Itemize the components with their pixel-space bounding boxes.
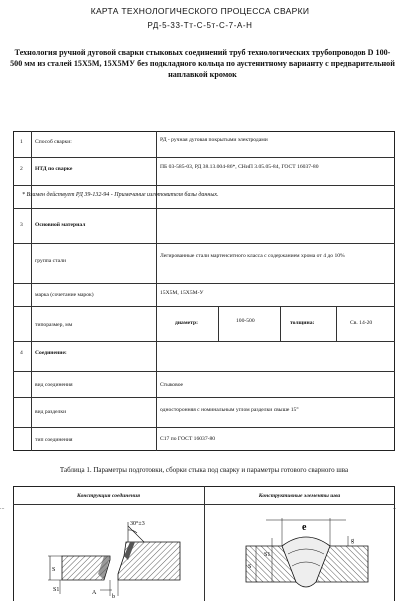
size-divider	[336, 306, 337, 341]
thickness-s-label: S	[248, 564, 252, 570]
groove-type-value: односторонняя с номинальным углом разделки свыше 15°	[160, 407, 299, 413]
groove-angle-label: 30°±3	[130, 521, 145, 527]
num-column-divider	[31, 131, 32, 451]
steel-group-value: Легированные стали мартенситного класса с содержанием хрома от 4 до 10%	[160, 253, 345, 259]
ntd-value: ПБ 03-585-03, РД 38.13.004-86*, СНиП 3.05.05-84, ГОСТ 16037-80	[160, 164, 319, 170]
table1-col2-header: Конструктивные элементы шва	[258, 493, 341, 499]
gap-b-label: b	[112, 594, 115, 600]
welding-method-value: РД - ручная дуговая покрытыми электродами	[160, 137, 268, 143]
joint-label: Соединение:	[35, 350, 67, 356]
right-plate	[118, 542, 180, 580]
card-code: РД-5-33-Тт-С-5т-С-7-А-Н	[147, 21, 253, 30]
row-divider	[13, 371, 395, 372]
document-title: Технология ручной дуговой сварки стыковых соединений труб технологических трубопроводов D 100-500 мм из сталей 15Х5М, 15Х5МУ без подкладного кольца по аустенитному варианту с предварительной наплавкой кромок	[10, 48, 395, 79]
row-divider	[13, 397, 395, 398]
joint-code-label: тип соединения	[35, 437, 73, 443]
size-divider	[218, 306, 219, 341]
replacement-note: * Взамен действует РД 39-132-94 - Примечание изготовителя базы данных.	[22, 192, 219, 198]
parameters-table	[13, 131, 395, 451]
steel-group-label: группа стали	[35, 258, 66, 264]
joint-type-label: вид соединения	[35, 382, 73, 388]
dim-a-label: A	[92, 590, 97, 596]
reinforcement-g-label: g	[351, 538, 354, 544]
row-divider	[13, 283, 395, 284]
diameter-label: диаметр:	[175, 320, 198, 326]
margin-dots: ..	[393, 505, 396, 511]
steel-grade-label: марка (сочетание марок)	[35, 292, 94, 298]
row-divider	[13, 185, 395, 186]
table1-header-divider	[13, 504, 395, 505]
ntd-label: НТД по сварке	[35, 166, 73, 172]
thickness-s1-label: S1	[264, 552, 271, 558]
joint-code-value: С17 по ГОСТ 16037-80	[160, 436, 216, 442]
steel-grade-value: 15Х5М, 15Х5М-У	[160, 290, 204, 296]
row-divider	[13, 341, 395, 342]
size-label: типоразмер, мм	[35, 322, 73, 328]
row-number: 3	[20, 222, 23, 228]
card-title: КАРТА ТЕХНОЛОГИЧЕСКОГО ПРОЦЕССА СВАРКИ	[90, 6, 310, 16]
weld-elements-drawing	[236, 510, 376, 601]
row-divider	[13, 208, 395, 209]
row-divider	[13, 427, 395, 428]
diameter-value: 100-500	[236, 318, 255, 324]
joint-construction-drawing	[40, 516, 190, 601]
row-divider	[13, 306, 395, 307]
thickness-s1-label: S1	[53, 587, 60, 593]
groove-type-label: вид разделки	[35, 409, 67, 415]
margin-dots: ...	[0, 505, 5, 511]
thickness-s-label: S	[52, 567, 56, 573]
thickness-value: Св. 14-20	[350, 320, 373, 326]
row-divider	[13, 157, 395, 158]
thickness-label: толщина:	[290, 320, 315, 326]
table1-caption: Таблица 1. Параметры подготовки, сборки стыка под сварку и параметры готового сварного шва	[59, 466, 349, 474]
row-divider	[13, 243, 395, 244]
row-number: 2	[20, 166, 23, 172]
base-material-label: Основной материал	[35, 222, 86, 228]
label-column-divider	[156, 131, 157, 451]
weld-width-e-label: e	[302, 522, 307, 533]
joint-type-value: Стыковое	[160, 382, 184, 388]
row-number: 4	[20, 350, 23, 356]
row-number: 1	[20, 139, 23, 145]
size-divider	[280, 306, 281, 341]
table1-col1-header: Конструкция соединения	[77, 493, 140, 499]
welding-method-label: Способ сварки:	[35, 139, 72, 145]
